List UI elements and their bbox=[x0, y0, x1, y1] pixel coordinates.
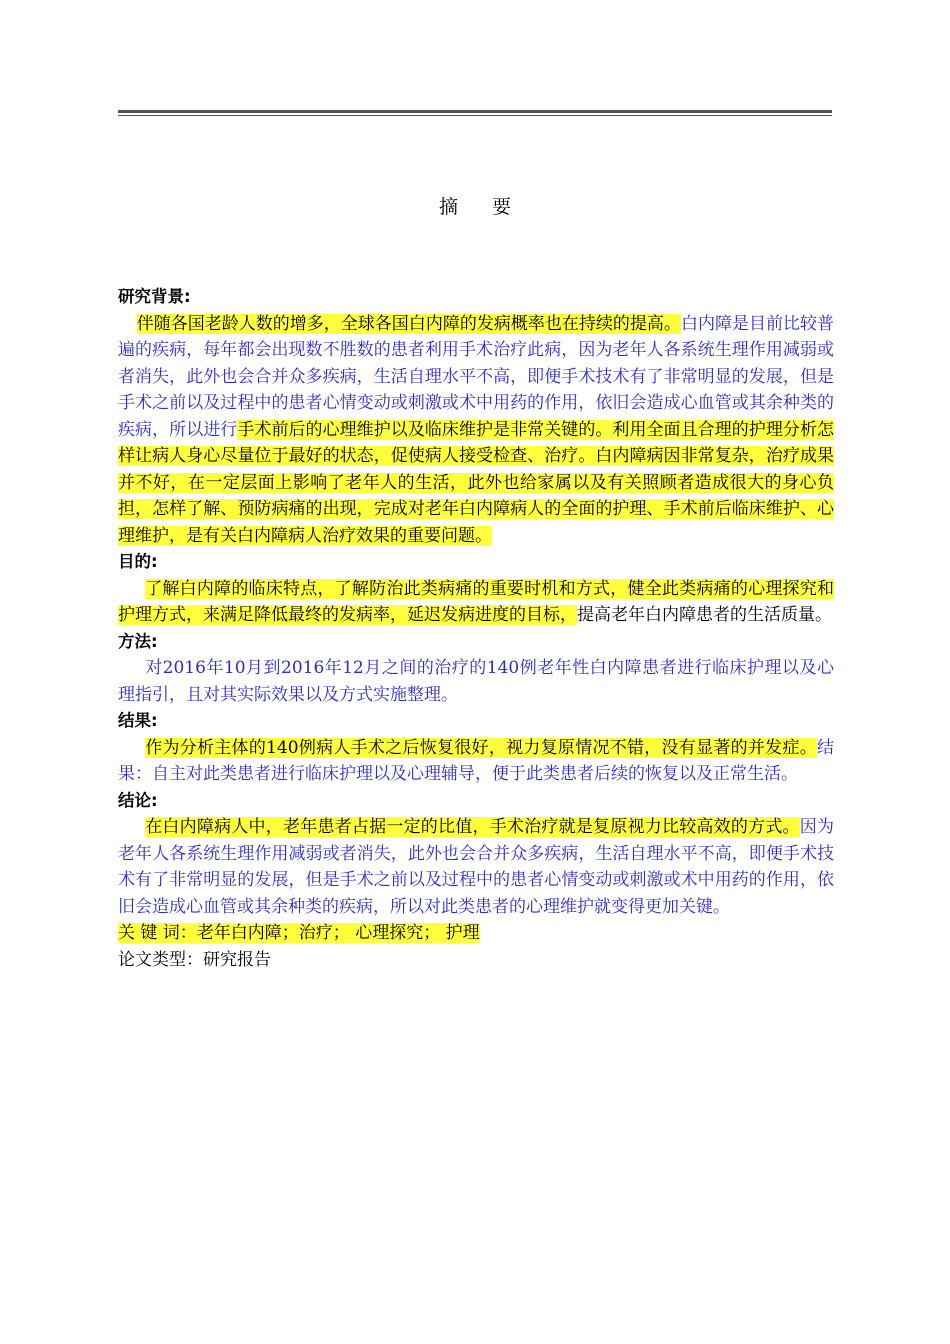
background-highlight-2: 手术前后的心理维护以及临床维护是非常关键的。利用全面且合理的护理分析怎样让病人身心尽量位于最好的状态，促使病人接受检查、治疗。白内障病因非常复杂，治疗成果并不好，在一定层面上影响了老年人的生活，此外也给家属以及有关照顾者造成很大的身心负担，怎样了解、预防病痛的出现，完成对老年白内障病人的全面的护理、手术前后临床维护、心理维护，是有关白内障病人治疗效果的重要问题。 bbox=[118, 419, 835, 546]
conclusion-highlight: 在白内障病人中，老年患者占据一定的比值，手术治疗就是复原视力比较高效的方式。 bbox=[145, 817, 800, 837]
purpose-text: 提高老年白内障患者的生活质量。 bbox=[577, 605, 832, 625]
header-rule-thick bbox=[118, 110, 832, 113]
conclusion-text: 因为老年人各系统生理作用减弱或者消失，此外也会合并众多疾病，生活自理水平不高，即便手术技术有了非常明显的发展，但是手术之前以及过程中的患者心情变动或刺激或术中用药的作用，依旧会造成心血管或其余种类的疾病，所以对此类患者的心理维护就变得更加关键。 bbox=[118, 817, 835, 917]
background-highlight-1: 伴随各国老龄人数的增多，全球各国白内障的发病概率也在持续的提高。 bbox=[136, 313, 681, 334]
method-paragraph: 对2016年10月到2016年12月之间的治疗的140例老年性白内障患者进行临床护理以及心理指引，且对其实际效果以及方式实施整理。 bbox=[118, 658, 834, 705]
purpose-highlight: 了解白内障的临床特点，了解防治此类病痛的重要时机和方式，健全此类病痛的心理探究和护理方式，来满足降低最终的发病率，延迟发病进度的目标， bbox=[118, 578, 834, 625]
paper-type-line: 论文类型：研究报告 bbox=[118, 949, 271, 970]
header-rule-thin bbox=[118, 115, 832, 116]
result-text: 结果：自主对此类患者进行临床护理以及心理辅导，便于此类患者后续的恢复以及正常生活。 bbox=[118, 737, 834, 784]
keywords-text: 关 键 词：老年白内障；治疗； 心理探究； 护理 bbox=[118, 923, 480, 943]
keywords-line bbox=[118, 920, 834, 947]
conclusion-heading: 结论: bbox=[118, 790, 158, 810]
conclusion-paragraph bbox=[118, 814, 834, 920]
background-text: 白内障是目前比较普遍的疾病，每年都会出现数不胜数的患者利用手术治疗此病，因为老年人各系统生理作用减弱或者消失，此外也会合并众多疾病，生活自理水平不高，即便手术技术有了非常明显的发展，但是手术之前以及过程中的患者心情变动或刺激或术中用药的作用，依旧会造成心血管或其余种类的疾病，所以进行 bbox=[118, 313, 834, 440]
background-heading: 研究背景: bbox=[118, 287, 191, 306]
method-heading: 方法: bbox=[118, 631, 158, 651]
result-highlight: 作为分析主体的140例病人手术之后恢复很好，视力复原情况不错，没有显著的并发症。 bbox=[145, 737, 817, 758]
purpose-paragraph bbox=[118, 576, 834, 629]
purpose-heading: 目的: bbox=[118, 552, 158, 571]
result-paragraph bbox=[118, 735, 834, 788]
page-title: 摘 要 bbox=[438, 196, 526, 218]
abstract-body bbox=[118, 284, 834, 973]
background-paragraph bbox=[118, 311, 834, 550]
result-heading: 结果: bbox=[118, 711, 158, 730]
